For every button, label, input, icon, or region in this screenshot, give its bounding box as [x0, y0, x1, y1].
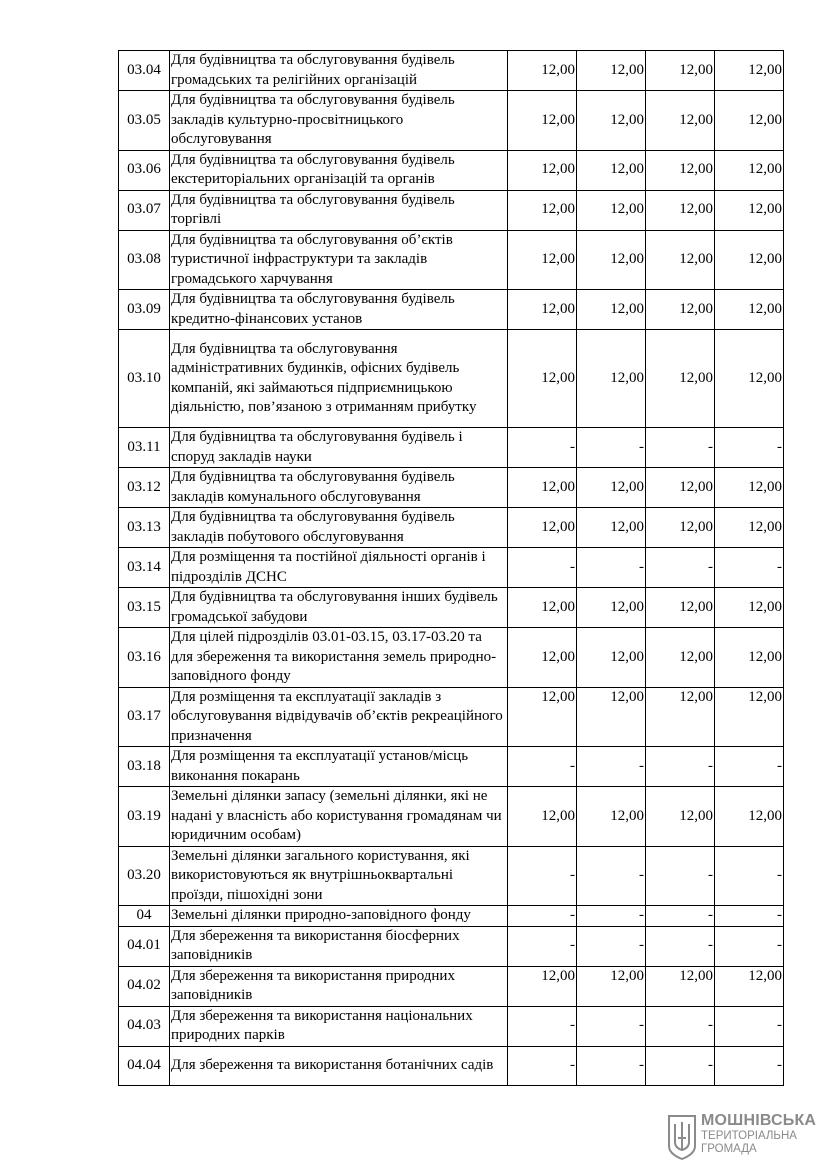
rate-cell-1: -: [508, 906, 577, 927]
row-code: 03.19: [119, 787, 170, 847]
row-description: Земельні ділянки природно-заповідного фонду: [170, 906, 508, 927]
rate-cell-4: 12,00: [715, 330, 784, 428]
rate-cell-4: -: [715, 846, 784, 906]
rate-cell-3: 12,00: [646, 150, 715, 190]
row-description: Для будівництва та обслуговування об’єктів туристичної інфраструктури та закладів громадського харчування: [170, 230, 508, 290]
table-row: [119, 1006, 784, 1046]
rate-cell-2: -: [577, 906, 646, 927]
rate-cell-2: -: [577, 428, 646, 468]
rate-cell-2: 12,00: [577, 230, 646, 290]
rate-cell-1: -: [508, 926, 577, 966]
row-code: 03.15: [119, 588, 170, 628]
rate-cell-2: -: [577, 846, 646, 906]
table-row: [119, 846, 784, 906]
table-row: [119, 290, 784, 330]
rate-cell-3: 12,00: [646, 330, 715, 428]
logo-line-2: ТЕРИТОРІАЛЬНА: [701, 1130, 797, 1142]
table-row: [119, 51, 784, 91]
rate-cell-1: 12,00: [508, 150, 577, 190]
rate-cell-4: 12,00: [715, 150, 784, 190]
rate-cell-4: 12,00: [715, 628, 784, 688]
row-code: 04.02: [119, 966, 170, 1006]
rate-cell-2: -: [577, 548, 646, 588]
rate-cell-4: -: [715, 1006, 784, 1046]
rate-cell-3: 12,00: [646, 628, 715, 688]
row-code: 03.11: [119, 428, 170, 468]
row-description: Для збереження та використання біосферних заповідників: [170, 926, 508, 966]
row-description: Для розміщення та експлуатації установ/місць виконання покарань: [170, 747, 508, 787]
rate-cell-1: 12,00: [508, 628, 577, 688]
rate-cell-4: 12,00: [715, 91, 784, 151]
row-description: Для будівництва та обслуговування будівель закладів побутового обслуговування: [170, 508, 508, 548]
rate-cell-2: -: [577, 1006, 646, 1046]
rate-cell-3: 12,00: [646, 290, 715, 330]
rate-cell-3: -: [646, 1006, 715, 1046]
row-code: 03.06: [119, 150, 170, 190]
table-row: [119, 91, 784, 151]
row-code: 03.08: [119, 230, 170, 290]
row-description: Для збереження та використання природних заповідників: [170, 966, 508, 1006]
rate-cell-4: 12,00: [715, 290, 784, 330]
row-description: Для будівництва та обслуговування будівель і споруд закладів науки: [170, 428, 508, 468]
rate-cell-2: 12,00: [577, 687, 646, 747]
rate-cell-1: 12,00: [508, 290, 577, 330]
row-code: 04.03: [119, 1006, 170, 1046]
row-description: Для цілей підрозділів 03.01-03.15, 03.17-03.20 та для збереження та використання земель природно-заповідного фонду: [170, 628, 508, 688]
table-row: [119, 428, 784, 468]
table-row: [119, 1046, 784, 1085]
row-description: Для збереження та використання національних природних парків: [170, 1006, 508, 1046]
rate-cell-2: -: [577, 747, 646, 787]
row-code: 03.05: [119, 91, 170, 151]
rate-cell-3: -: [646, 747, 715, 787]
table-row: [119, 588, 784, 628]
rate-cell-2: -: [577, 1046, 646, 1085]
rate-cell-1: 12,00: [508, 51, 577, 91]
rate-cell-1: 12,00: [508, 588, 577, 628]
rate-cell-1: 12,00: [508, 330, 577, 428]
trident-icon: [667, 1114, 697, 1160]
rate-cell-3: 12,00: [646, 508, 715, 548]
rate-cell-2: 12,00: [577, 190, 646, 230]
rate-cell-4: 12,00: [715, 966, 784, 1006]
row-description: Для збереження та використання ботанічних садів: [170, 1046, 508, 1085]
rate-cell-1: -: [508, 428, 577, 468]
rate-cell-1: 12,00: [508, 687, 577, 747]
rate-cell-3: 12,00: [646, 51, 715, 91]
rate-cell-2: 12,00: [577, 787, 646, 847]
rate-cell-1: -: [508, 1006, 577, 1046]
table-row: [119, 230, 784, 290]
rate-cell-1: -: [508, 846, 577, 906]
table-row: [119, 548, 784, 588]
rate-cell-4: 12,00: [715, 190, 784, 230]
row-description: Для будівництва та обслуговування будівель торгівлі: [170, 190, 508, 230]
rate-cell-4: 12,00: [715, 230, 784, 290]
rate-cell-1: -: [508, 548, 577, 588]
row-code: 03.17: [119, 687, 170, 747]
row-code: 03.12: [119, 468, 170, 508]
rate-cell-2: -: [577, 926, 646, 966]
row-description: Для розміщення та експлуатації закладів з обслуговування відвідувачів об’єктів рекреаційного призначення: [170, 687, 508, 747]
logo-line-1: МОШНІВСЬКА: [701, 1112, 817, 1129]
rate-cell-2: 12,00: [577, 628, 646, 688]
row-code: 03.04: [119, 51, 170, 91]
rate-cell-3: -: [646, 926, 715, 966]
rate-cell-2: 12,00: [577, 290, 646, 330]
rate-cell-2: 12,00: [577, 150, 646, 190]
table-row: [119, 628, 784, 688]
rate-cell-3: 12,00: [646, 687, 715, 747]
rate-cell-3: 12,00: [646, 468, 715, 508]
row-code: 03.20: [119, 846, 170, 906]
rate-cell-4: 12,00: [715, 51, 784, 91]
table-row: [119, 190, 784, 230]
rate-cell-2: 12,00: [577, 966, 646, 1006]
row-code: 03.14: [119, 548, 170, 588]
rate-cell-3: -: [646, 1046, 715, 1085]
rate-cell-4: -: [715, 906, 784, 927]
row-description: Для будівництва та обслуговування будівель закладів комунального обслуговування: [170, 468, 508, 508]
rate-cell-4: -: [715, 926, 784, 966]
row-code: 03.09: [119, 290, 170, 330]
logo-line-3: ГРОМАДА: [701, 1143, 757, 1155]
table-row: [119, 687, 784, 747]
row-code: 03.13: [119, 508, 170, 548]
rate-cell-2: 12,00: [577, 508, 646, 548]
table-body: [119, 51, 784, 1086]
rate-cell-4: -: [715, 747, 784, 787]
rate-cell-4: -: [715, 428, 784, 468]
table-row: [119, 966, 784, 1006]
rate-cell-4: -: [715, 548, 784, 588]
rate-cell-3: 12,00: [646, 588, 715, 628]
row-description: Для розміщення та постійної діяльності органів і підрозділів ДСНС: [170, 548, 508, 588]
rate-cell-4: -: [715, 1046, 784, 1085]
rate-cell-2: 12,00: [577, 330, 646, 428]
rate-cell-3: -: [646, 846, 715, 906]
rate-cell-4: 12,00: [715, 468, 784, 508]
table-row: [119, 150, 784, 190]
row-code: 03.07: [119, 190, 170, 230]
table-row: [119, 330, 784, 428]
table-row: [119, 787, 784, 847]
rate-cell-3: 12,00: [646, 787, 715, 847]
rate-cell-2: 12,00: [577, 588, 646, 628]
rate-cell-1: 12,00: [508, 91, 577, 151]
rate-cell-1: -: [508, 747, 577, 787]
row-description: Земельні ділянки загального користування, які використовуються як внутрішньоквартальні проїзди, пішохідні зони: [170, 846, 508, 906]
rate-cell-1: 12,00: [508, 508, 577, 548]
row-description: Для будівництва та обслуговування будівель громадських та релігійних організацій: [170, 51, 508, 91]
row-description: Для будівництва та обслуговування будівель екстериторіальних організацій та органів: [170, 150, 508, 190]
row-description: Для будівництва та обслуговування адміністративних будинків, офісних будівель компаній, які займаються підприємницькою діяльністю, пов’язаною з отриманням прибутку: [170, 330, 508, 428]
row-description: Земельні ділянки запасу (земельні ділянки, які не надані у власність або користування громадянам чи юридичним особам): [170, 787, 508, 847]
rate-cell-3: -: [646, 906, 715, 927]
rate-cell-2: 12,00: [577, 51, 646, 91]
table-row: [119, 906, 784, 927]
rate-cell-4: 12,00: [715, 508, 784, 548]
row-description: Для будівництва та обслуговування будівель кредитно-фінансових установ: [170, 290, 508, 330]
rate-cell-1: 12,00: [508, 787, 577, 847]
row-code: 03.16: [119, 628, 170, 688]
rate-cell-3: 12,00: [646, 190, 715, 230]
rate-cell-4: 12,00: [715, 787, 784, 847]
row-code: 03.10: [119, 330, 170, 428]
rate-cell-3: 12,00: [646, 91, 715, 151]
row-code: 04.04: [119, 1046, 170, 1085]
table-row: [119, 747, 784, 787]
row-code: 04.01: [119, 926, 170, 966]
rate-cell-2: 12,00: [577, 468, 646, 508]
rate-cell-1: 12,00: [508, 190, 577, 230]
table-row: [119, 468, 784, 508]
rate-cell-3: 12,00: [646, 230, 715, 290]
rate-cell-4: 12,00: [715, 687, 784, 747]
row-code: 03.18: [119, 747, 170, 787]
table-row: [119, 508, 784, 548]
row-description: Для будівництва та обслуговування будівель закладів культурно-просвітницького обслуговування: [170, 91, 508, 151]
rate-cell-1: 12,00: [508, 230, 577, 290]
rate-cell-1: -: [508, 1046, 577, 1085]
row-code: 04: [119, 906, 170, 927]
rate-cell-3: 12,00: [646, 966, 715, 1006]
rate-cell-2: 12,00: [577, 91, 646, 151]
rate-cell-3: -: [646, 428, 715, 468]
rate-cell-4: 12,00: [715, 588, 784, 628]
row-description: Для будівництва та обслуговування інших будівель громадської забудови: [170, 588, 508, 628]
land-tax-rates-table: [118, 50, 784, 1086]
rate-cell-1: 12,00: [508, 966, 577, 1006]
rate-cell-3: -: [646, 548, 715, 588]
community-logo: [667, 1112, 817, 1162]
rate-cell-1: 12,00: [508, 468, 577, 508]
table-row: [119, 926, 784, 966]
